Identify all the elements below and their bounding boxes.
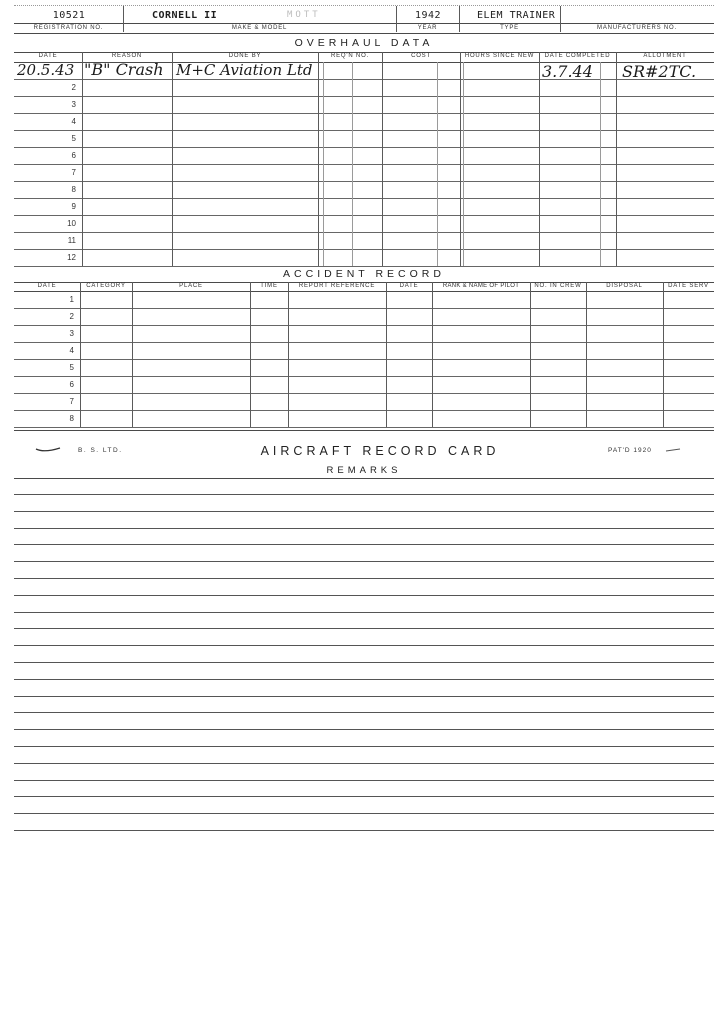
overhaul-column-divider xyxy=(172,52,173,266)
remarks-ruled-line xyxy=(14,796,714,797)
overhaul-sub-divider xyxy=(600,62,601,266)
remarks-ruled-line xyxy=(14,763,714,764)
col-cost: COST xyxy=(411,53,431,59)
overhaul-column-divider xyxy=(82,52,83,266)
col-report-reference: REPORT REFERENCE xyxy=(298,283,376,289)
remarks-ruled-line xyxy=(14,578,714,579)
remarks-ruled-line xyxy=(14,645,714,646)
col-done-by: DONE BY xyxy=(228,53,262,59)
accident-title: ACCIDENT RECORD xyxy=(283,268,445,280)
col-rank-name-pilot: RANK & NAME OF PILOT xyxy=(442,283,520,289)
accident-row-rule xyxy=(14,359,714,360)
registration-value: 10521 xyxy=(52,10,86,21)
remarks-ruled-line xyxy=(14,813,714,814)
remarks-ruled-line xyxy=(14,628,714,629)
accident-column-divider xyxy=(288,282,289,427)
overhaul-row-number: 2 xyxy=(71,83,76,92)
accident-row-rule xyxy=(14,393,714,394)
overhaul-row-rule xyxy=(14,113,714,114)
tick-mark-icon xyxy=(34,441,64,455)
overhaul-entry-reason: "B" Crash xyxy=(84,60,164,79)
col-date: DATE xyxy=(38,53,58,59)
overhaul-row-rule xyxy=(14,164,714,165)
overhaul-column-divider xyxy=(616,52,617,266)
col-hours-since-new: HOURS SINCE NEW xyxy=(464,53,535,59)
overhaul-entry-date: 20.5.43 xyxy=(17,61,75,79)
overhaul-row-number: 5 xyxy=(71,134,76,143)
accident-row-number: 6 xyxy=(69,380,74,389)
registration-label: REGISTRATION NO. xyxy=(33,25,104,31)
year-label: YEAR xyxy=(417,25,438,31)
remarks-top-rule xyxy=(14,478,714,479)
accident-row-rule xyxy=(14,376,714,377)
accident-row-number: 5 xyxy=(69,363,74,372)
overhaul-row-number: 7 xyxy=(71,168,76,177)
remarks-ruled-line xyxy=(14,679,714,680)
overhaul-row-rule xyxy=(14,181,714,182)
remarks-ruled-line xyxy=(14,528,714,529)
col-time: TIME xyxy=(260,283,278,289)
remarks-ruled-line xyxy=(14,511,714,512)
overhaul-row-rule xyxy=(14,79,714,80)
accident-column-divider xyxy=(386,282,387,427)
overhaul-sub-divider xyxy=(463,62,464,266)
accident-header-rule xyxy=(14,291,714,292)
remarks-ruled-line xyxy=(14,595,714,596)
overhaul-row-number: 8 xyxy=(71,185,76,194)
accident-row-rule xyxy=(14,325,714,326)
type-value: ELEM TRAINER xyxy=(477,10,556,21)
accident-column-divider xyxy=(80,282,81,427)
col-reqn-no: REQ'N NO. xyxy=(330,53,369,59)
overhaul-header-rule xyxy=(14,62,714,63)
remarks-title: REMARKS xyxy=(326,465,402,476)
accident-column-divider xyxy=(663,282,664,427)
overhaul-title: OVERHAUL DATA xyxy=(294,37,434,49)
overhaul-row-number: 11 xyxy=(67,236,76,245)
header-top-rule xyxy=(14,5,714,6)
overhaul-row-rule xyxy=(14,130,714,131)
remarks-ruled-line xyxy=(14,712,714,713)
col-date-completed: DATE COMPLETED xyxy=(544,53,611,59)
overhaul-row-rule xyxy=(14,198,714,199)
card-title: AIRCRAFT RECORD CARD xyxy=(260,444,500,458)
remarks-ruled-line xyxy=(14,662,714,663)
accident-row-rule xyxy=(14,308,714,309)
faded-stamp: MOTT xyxy=(287,10,321,20)
col-place: PLACE xyxy=(179,283,203,289)
overhaul-column-divider xyxy=(460,52,461,266)
accident-row-number: 2 xyxy=(69,312,74,321)
header-value-rule xyxy=(14,23,714,24)
overhaul-row-rule xyxy=(14,249,714,250)
remarks-ruled-line xyxy=(14,494,714,495)
remarks-ruled-line xyxy=(14,729,714,730)
overhaul-entry-date-completed: 3.7.44 xyxy=(542,62,593,81)
accident-column-divider xyxy=(132,282,133,427)
col-disposal: DISPOSAL xyxy=(606,283,643,289)
accident-column-divider xyxy=(530,282,531,427)
make-model-value: CORNELL II xyxy=(152,10,218,21)
overhaul-sub-divider xyxy=(352,62,353,266)
accident-column-divider xyxy=(432,282,433,427)
remarks-ruled-line xyxy=(14,561,714,562)
overhaul-column-divider xyxy=(318,52,319,266)
remarks-ruled-line xyxy=(14,780,714,781)
accident-row-number: 8 xyxy=(69,414,74,423)
accident-row-number: 3 xyxy=(69,329,74,338)
overhaul-row-rule xyxy=(14,232,714,233)
overhaul-row-number: 12 xyxy=(67,253,76,262)
col-acc-date2: DATE xyxy=(399,283,419,289)
col-allotment: ALLOTMENT xyxy=(643,53,687,59)
overhaul-row-number: 9 xyxy=(71,202,76,211)
accident-column-divider xyxy=(586,282,587,427)
patent-mark: PAT'D 1920 xyxy=(608,447,652,454)
overhaul-row-rule xyxy=(14,96,714,97)
overhaul-row-number: 4 xyxy=(71,117,76,126)
header-bottom-rule xyxy=(14,33,714,34)
col-category: CATEGORY xyxy=(86,283,126,289)
overhaul-row-rule xyxy=(14,147,714,148)
accident-row-rule xyxy=(14,410,714,411)
remarks-ruled-line xyxy=(14,746,714,747)
year-value: 1942 xyxy=(414,10,442,21)
overhaul-row-number: 6 xyxy=(71,151,76,160)
col-reason: REASON xyxy=(111,53,143,59)
accident-row-number: 7 xyxy=(69,397,74,406)
col-acc-date: DATE xyxy=(37,283,57,289)
overhaul-row-number: 10 xyxy=(67,219,76,228)
overhaul-sub-divider xyxy=(437,62,438,266)
dash-mark-icon xyxy=(664,446,684,454)
overhaul-entry-done-by: M+C Aviation Ltd xyxy=(176,61,313,79)
overhaul-entry-allotment: SR#2TC. xyxy=(622,62,697,81)
accident-bottom-rule xyxy=(14,430,714,431)
col-date-serv: DATE SERV xyxy=(668,283,709,289)
accident-row-number: 4 xyxy=(69,346,74,355)
make-model-label: MAKE & MODEL xyxy=(231,25,288,31)
col-no-in-crew: NO. IN CREW xyxy=(534,283,582,289)
overhaul-row-rule xyxy=(14,266,714,267)
remarks-ruled-line xyxy=(14,830,714,831)
accident-row-number: 1 xyxy=(69,295,74,304)
overhaul-row-number: 3 xyxy=(71,100,76,109)
remarks-ruled-line xyxy=(14,612,714,613)
remarks-ruled-line xyxy=(14,696,714,697)
type-label: TYPE xyxy=(500,25,519,31)
accident-column-divider xyxy=(250,282,251,427)
overhaul-column-divider xyxy=(539,52,540,266)
accident-row-rule xyxy=(14,342,714,343)
overhaul-row-rule xyxy=(14,215,714,216)
overhaul-sub-divider xyxy=(323,62,324,266)
manufacturers-label: MANUFACTURERS NO. xyxy=(597,25,677,31)
remarks-ruled-line xyxy=(14,544,714,545)
accident-row-rule xyxy=(14,427,714,428)
overhaul-column-divider xyxy=(382,52,383,266)
maker-mark: B. S. LTD. xyxy=(78,447,123,454)
